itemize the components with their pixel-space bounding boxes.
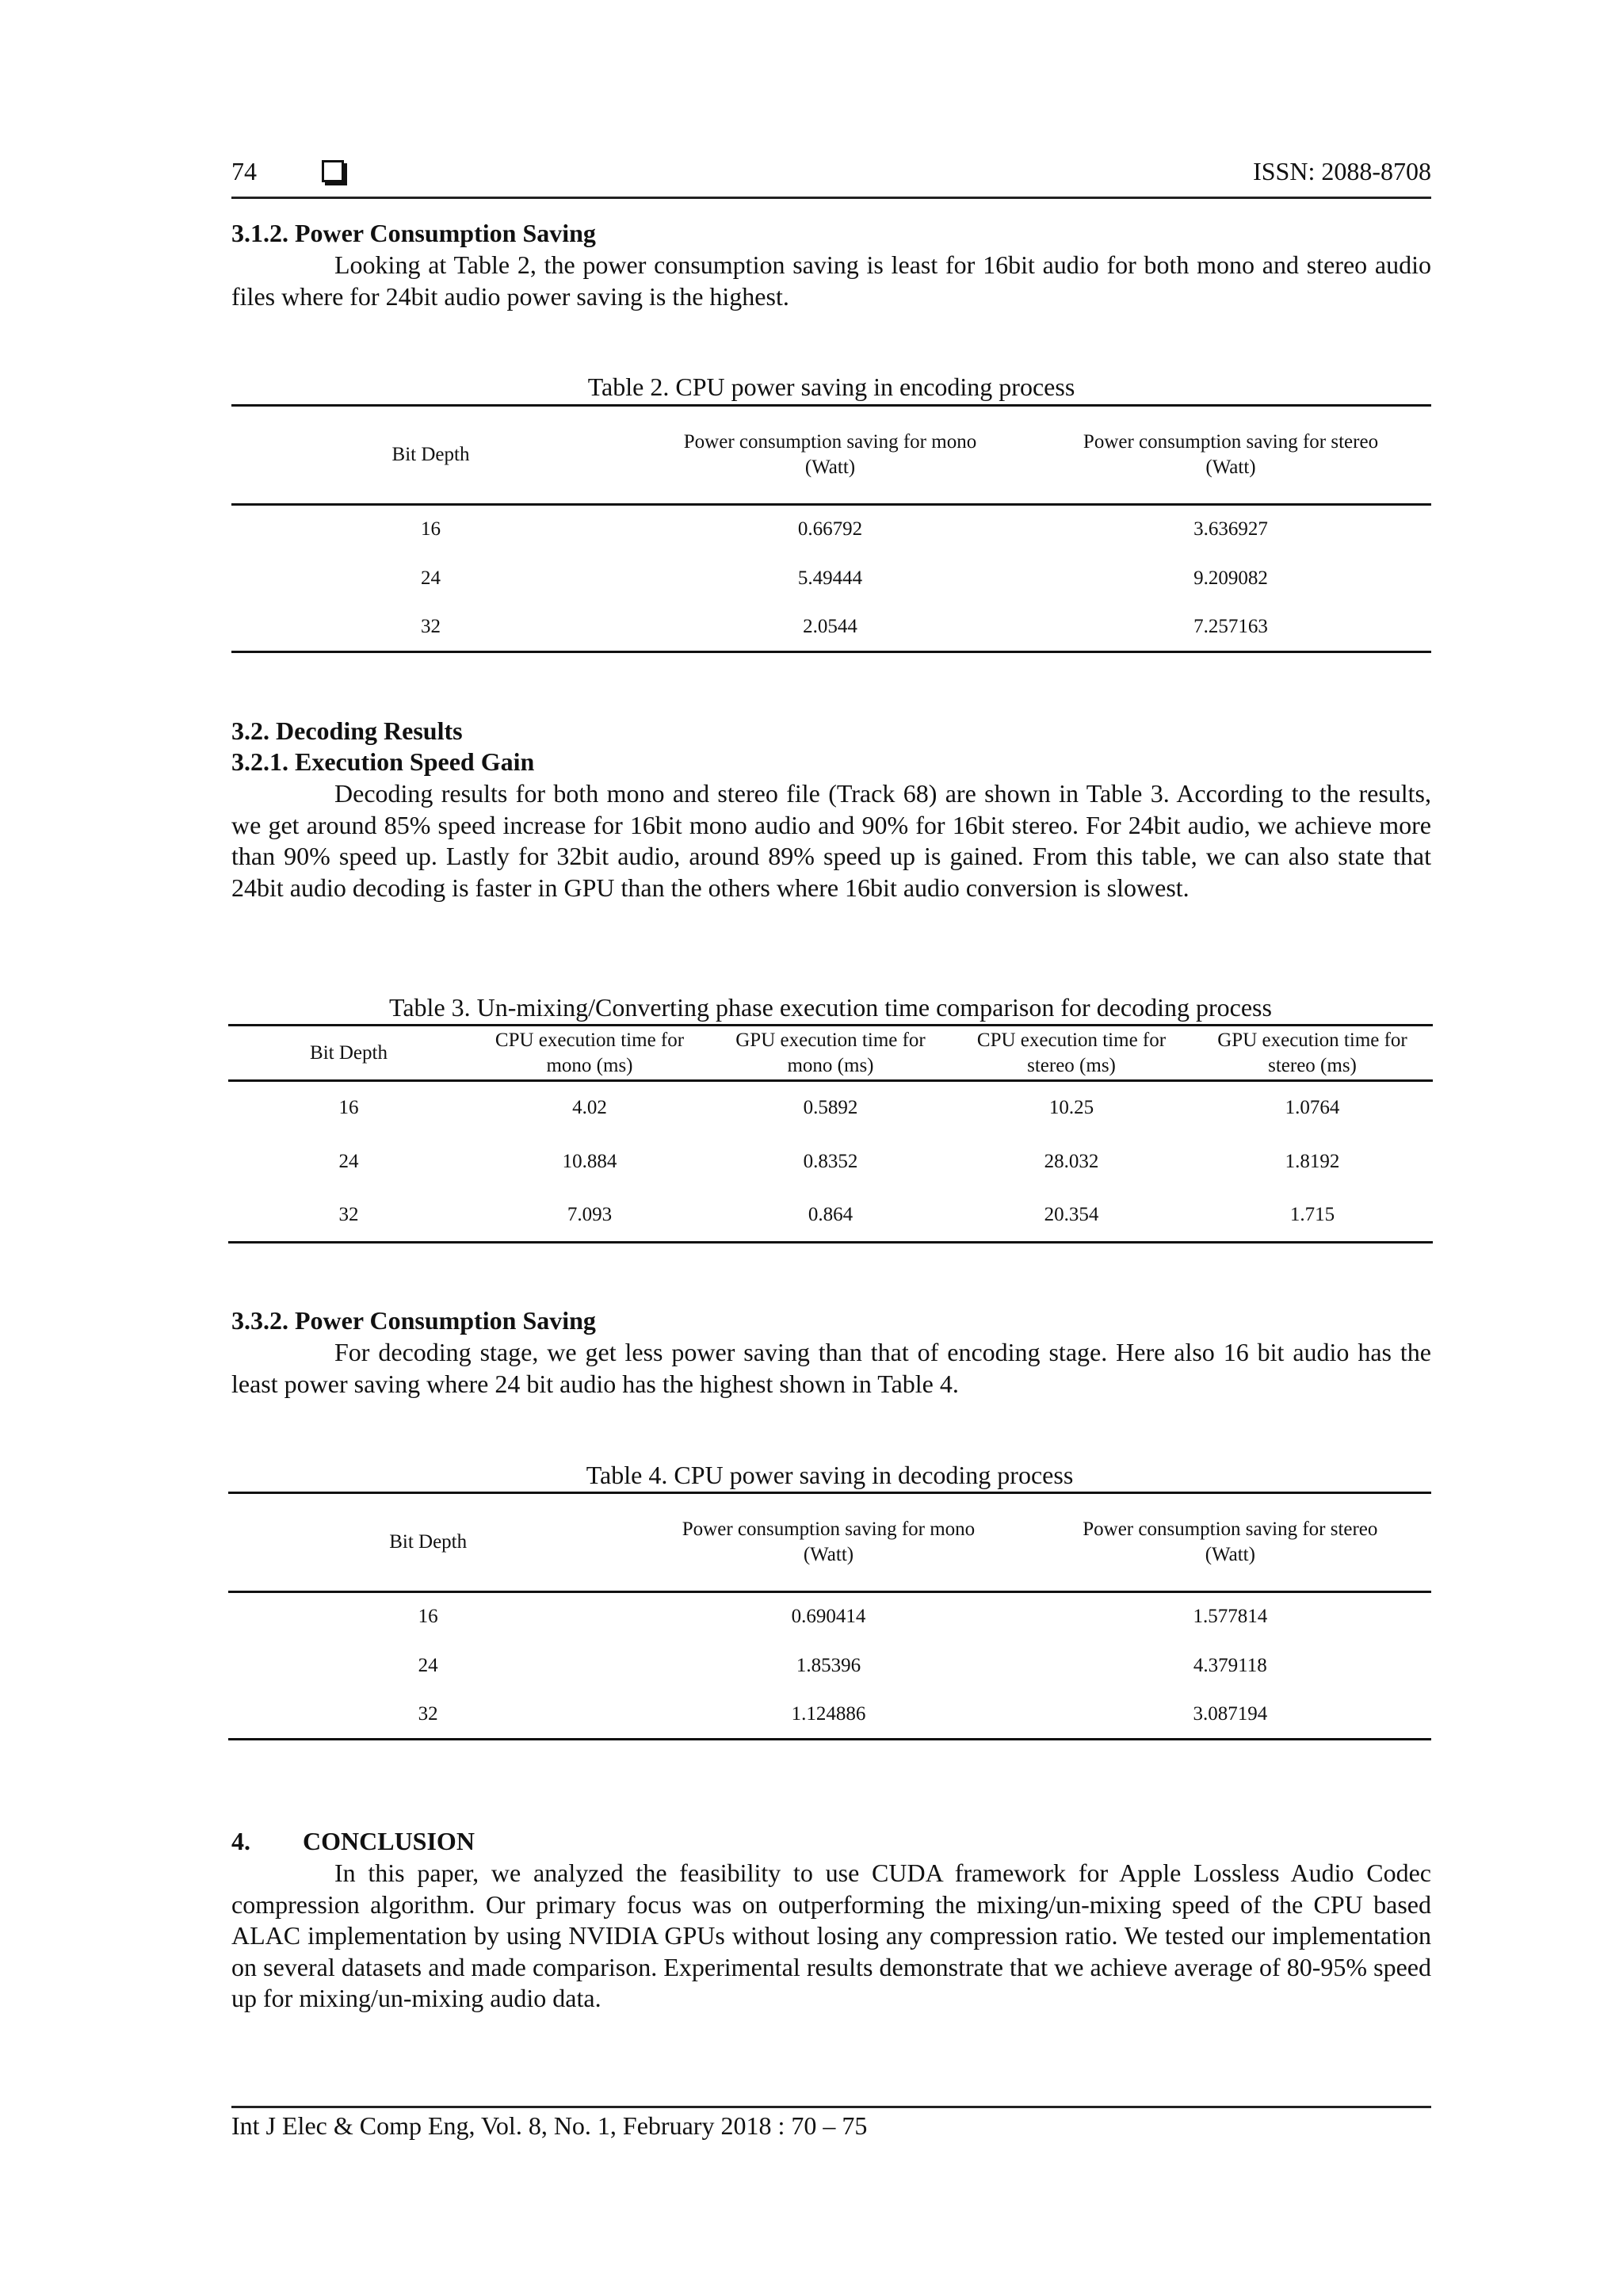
table-cell: 2.0544 (803, 615, 857, 637)
column-header-text: Power consumption saving for mono (Watt) (683, 431, 977, 478)
column-header (628, 1493, 1029, 1592)
footer-rule (231, 2106, 1431, 2108)
table-cell: 7.093 (567, 1203, 613, 1225)
table-cell: 4.02 (572, 1097, 607, 1119)
table-row (228, 1690, 1431, 1740)
section-title: CONCLUSION (303, 1827, 475, 1855)
column-header-text: Power consumption saving for stereo (Watt) (1083, 431, 1379, 478)
section-heading-3-3-2: 3.3.2. Power Consumption Saving (231, 1306, 596, 1335)
column-header (1029, 1493, 1431, 1592)
paragraph-conclusion: In this paper, we analyzed the feasibility to use CUDA framework for Apple Lossless Audio Codec compression algorithm. Our primary focus was on outperforming the mixing/un-mixing speed of the CPU based ALAC implementation by using NVIDIA GPUs without losing any compression ratio. We tested our implementation on several datasets and made comparison. Experimental results demonstrate that we achieve average of 80-95% speed up for mixing/un-mixing audio data. (231, 1859, 1431, 2012)
table-caption: Table 4. CPU power saving in decoding process (586, 1461, 1074, 1489)
table-cell: 32 (338, 1203, 359, 1225)
table-header-row (228, 1493, 1431, 1592)
column-header-text: CPU execution time for mono (ms) (495, 1029, 685, 1076)
page-number: 74 (231, 157, 257, 185)
paragraph-power-saving-decoding: For decoding stage, we get less power saving than that of encoding stage. Here also 16 bit audio has the least power saving where 24 bit audio has the highest shown in Table 4. (231, 1338, 1431, 1398)
table-row (228, 1135, 1433, 1189)
table-4-block (228, 1461, 1431, 1489)
table-header-row (231, 406, 1431, 505)
table-caption: Table 2. CPU power saving in encoding process (587, 372, 1075, 401)
table-cell: 1.715 (1289, 1203, 1335, 1225)
table-row (228, 1641, 1431, 1690)
column-header-text: Power consumption saving for stereo (Watt) (1083, 1519, 1378, 1565)
table-cell: 32 (421, 615, 441, 637)
table-cell: 5.49444 (797, 567, 863, 589)
footer-citation: Int J Elec & Comp Eng, Vol. 8, No. 1, February 2018 : 70 – 75 (231, 2111, 868, 2140)
table-cell: 1.8192 (1285, 1150, 1340, 1172)
table-cell: 1.0764 (1285, 1097, 1340, 1119)
column-header-text: GPU execution time for mono (ms) (735, 1029, 926, 1076)
section-heading-3-2: 3.2. Decoding Results (231, 716, 463, 745)
table-cell: 1.85396 (796, 1654, 861, 1676)
table-cell: 10.884 (562, 1150, 617, 1172)
table-cell: 0.690414 (791, 1606, 866, 1628)
column-header-text: CPU execution time for stereo (ms) (976, 1029, 1167, 1076)
table-header-row (228, 1026, 1433, 1081)
table-cell: 0.66792 (797, 518, 863, 541)
table-cell: 7.257163 (1193, 615, 1268, 637)
column-header (710, 1026, 951, 1081)
section-heading-3-1-2: 3.1.2. Power Consumption Saving (231, 219, 596, 247)
table-cell: 20.354 (1044, 1203, 1099, 1225)
column-header (1192, 1026, 1433, 1081)
table-cell: 0.8352 (803, 1150, 858, 1172)
table-cell: 16 (418, 1606, 438, 1628)
table-2 (231, 404, 1431, 653)
table-2-block (231, 372, 1431, 401)
paragraph-execution-speed-gain: Decoding results for both mono and stereo file (Track 68) are shown in Table 3. According to the results, we get around 85% speed increase for 16bit mono audio and 90% for 16bit stereo. For 24bit audio, we achieve more than 90% speed up. Lastly for 32bit audio, around 89% speed up is gained. From this table, we can also state that 24bit audio decoding is faster in GPU than the others where 16bit audio conversion is slowest. (231, 779, 1431, 902)
column-header (1030, 406, 1431, 505)
column-header (951, 1026, 1192, 1081)
column-header: Bit Depth (228, 1493, 628, 1592)
table-cell: 1.124886 (791, 1702, 866, 1725)
paragraph-power-saving-encoding: Looking at Table 2, the power consumption saving is least for 16bit audio for both mono and stereo audio files where for 24bit audio power saving is the highest. (231, 250, 1431, 311)
table-3-block (228, 993, 1433, 1022)
section-number: 4. (231, 1827, 250, 1855)
conclusion-heading (231, 1827, 475, 1856)
column-header-text: GPU execution time for stereo (ms) (1217, 1029, 1407, 1076)
table-cell: 3.087194 (1193, 1702, 1268, 1725)
table-cell: 16 (421, 518, 441, 541)
table-row (231, 554, 1431, 603)
table-caption: Table 3. Un-mixing/Converting phase execution time comparison for decoding process (389, 993, 1272, 1022)
table-row (231, 603, 1431, 652)
table-cell: 24 (418, 1654, 438, 1676)
table-cell: 24 (421, 567, 441, 589)
checkbox-ornament-icon (322, 160, 344, 182)
table-cell: 32 (418, 1702, 438, 1725)
table-cell: 4.379118 (1193, 1654, 1267, 1676)
table-row (228, 1081, 1433, 1135)
table-row (228, 1592, 1431, 1641)
table-cell: 1.577814 (1193, 1606, 1268, 1628)
table-cell: 3.636927 (1193, 518, 1268, 541)
column-header (630, 406, 1030, 505)
column-header: Bit Depth (228, 1026, 469, 1081)
table-cell: 10.25 (1048, 1097, 1094, 1119)
table-cell: 9.209082 (1193, 567, 1268, 589)
section-heading-3-2-1: 3.2.1. Execution Speed Gain (231, 747, 535, 776)
table-cell: 24 (338, 1150, 359, 1172)
table-3 (228, 1024, 1433, 1244)
running-header (231, 152, 1431, 199)
table-4 (228, 1492, 1431, 1740)
table-row (231, 505, 1431, 554)
table-cell: 16 (338, 1097, 359, 1119)
table-cell: 0.864 (808, 1203, 854, 1225)
column-header-text: Power consumption saving for mono (Watt) (682, 1519, 976, 1565)
table-cell: 0.5892 (803, 1097, 858, 1119)
table-row (228, 1189, 1433, 1243)
issn: ISSN: 2088-8708 (1253, 157, 1431, 185)
column-header: Bit Depth (231, 406, 630, 505)
column-header (469, 1026, 710, 1081)
table-cell: 28.032 (1044, 1150, 1099, 1172)
